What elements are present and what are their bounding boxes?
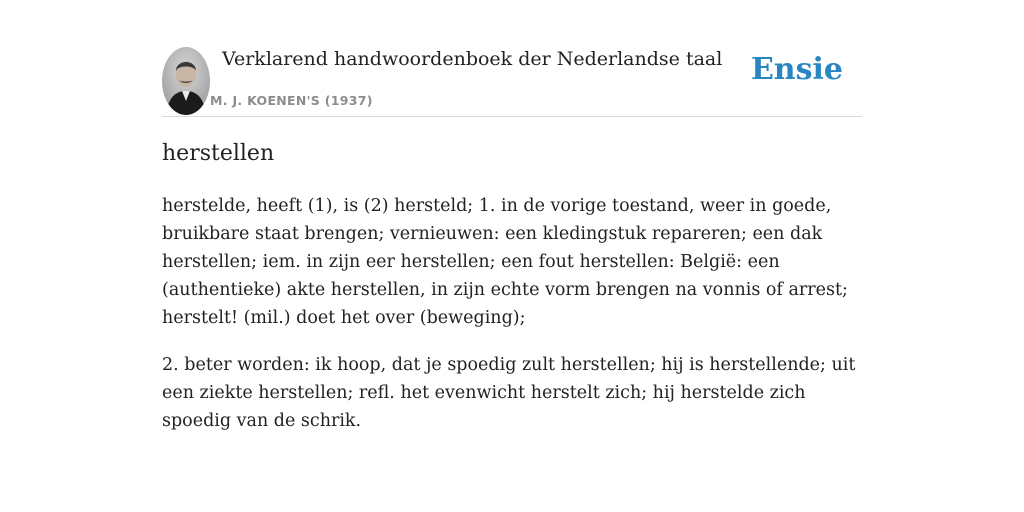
dictionary-header — [162, 46, 862, 117]
book-title: Verklarend handwoordenboek der Nederlandse taal — [222, 48, 723, 70]
entry-definition — [162, 192, 862, 454]
brand-logo-link[interactable]: Ensie — [750, 52, 843, 87]
book-author: M. J. KOENEN'S (1937) — [210, 93, 373, 108]
entry-headword: herstellen — [162, 141, 275, 166]
author-portrait — [162, 47, 210, 115]
definition-paragraph-1: herstelde, heeft (1), is (2) hersteld; 1. in de vorige toestand, weer in goede, bruikbare staat brengen; vernieuwen: een kledingstuk repareren; een dak herstellen; iem. in zijn eer herstellen; een fout herstellen: België: een (authentieke) akte herstellen, in zijn echte vorm brengen na vonnis of arrest; herstelt! (mil.) doet het over (beweging); — [162, 196, 848, 328]
author-portrait-image — [162, 47, 210, 115]
definition-paragraph-2: 2. beter worden: ik hoop, dat je spoedig zult herstellen; hij is herstellende; uit een ziekte herstellen; refl. het evenwicht herstelt zich; hij herstelde zich spoedig van de schrik. — [162, 355, 856, 431]
